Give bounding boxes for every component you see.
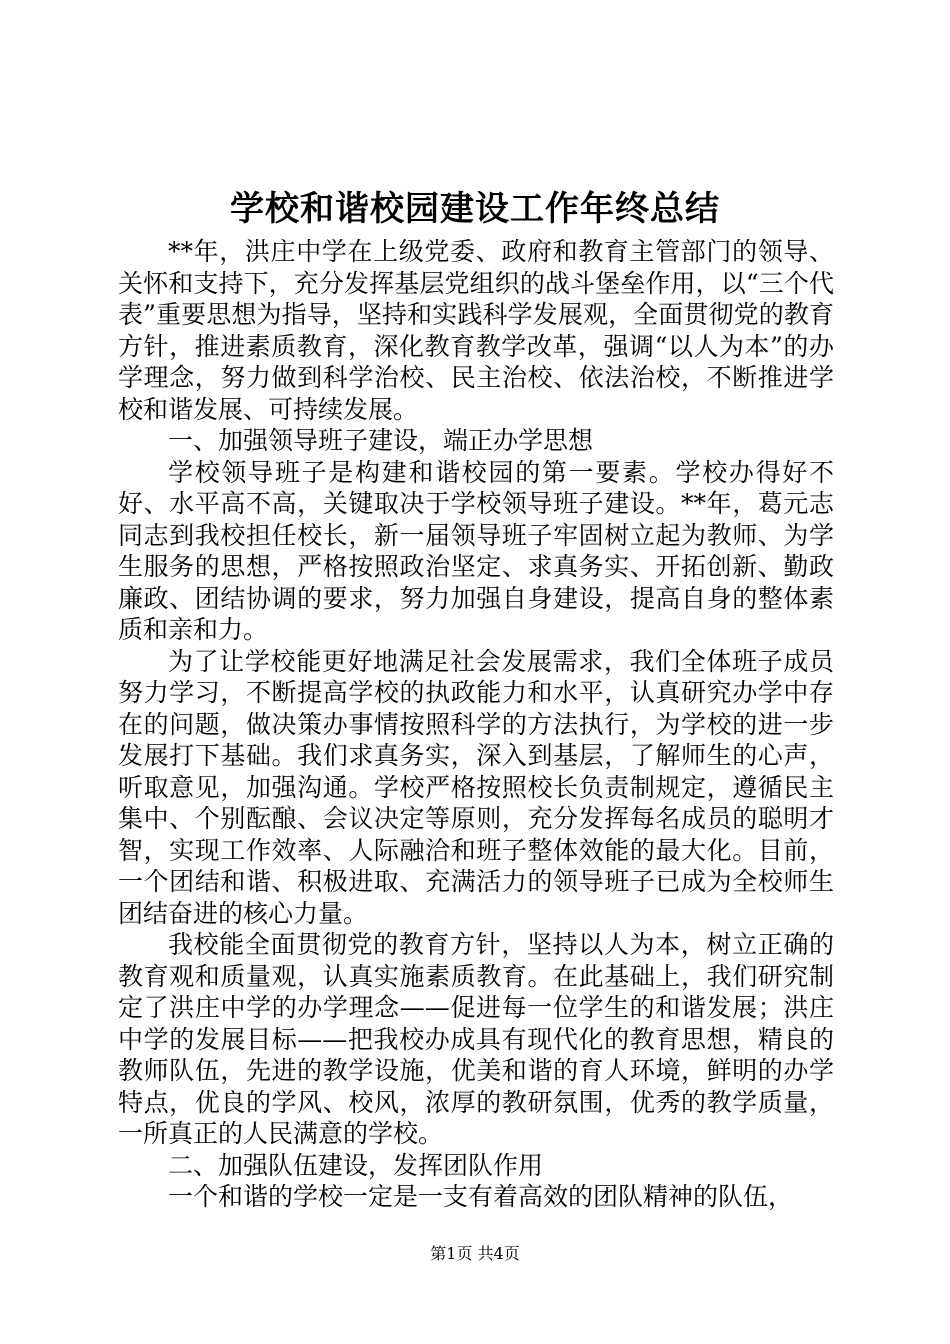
- document-body: [118, 236, 834, 1213]
- paragraph-philosophy: 我校能全面贯彻党的教育方针，坚持以人为本，树立正确的教育观和质量观，认真实施素质教育。在此基础上，我们研究制定了洪庄中学的办学理念——促进每一位学生的和谐发展；洪庄中学的发展目标——把我校办成具有现代化的教育思想，精良的教师队伍，先进的教学设施，优美和谐的育人环境，鲜明的办学特点，优良的学风、校风，浓厚的教研氛围，优秀的教学质量，一所真正的人民满意的学校。: [118, 930, 834, 1148]
- paragraph-team: 一个和谐的学校一定是一支有着高效的团队精神的队伍，: [168, 1182, 794, 1211]
- paragraph-intro: **年，洪庄中学在上级党委、政府和教育主管部门的领导、关怀和支持下，充分发挥基层党组织的战斗堡垒作用，以“三个代表”重要思想为指导，坚持和实践科学发展观，全面贯彻党的教育方针，推进素质教育，深化教育教学改革，强调“以人为本”的办学理念，努力做到科学治校、民主治校、依法治校，不断推进学校和谐发展、可持续发展。: [118, 237, 834, 424]
- document-title: 学校和谐校园建设工作年终总结: [230, 189, 720, 229]
- section-heading-1: 一、加强领导班子建设，端正办学思想: [168, 426, 594, 455]
- page-footer: 第1页 共4页: [430, 1244, 520, 1263]
- paragraph-study: 为了让学校能更好地满足社会发展需求，我们全体班子成员努力学习，不断提高学校的执政能力和水平，认真研究办学中存在的问题，做决策办事情按照科学的方法执行，为学校的进一步发展打下基础。我们求真务实，深入到基层，了解师生的心声，听取意见，加强沟通。学校严格按照校长负责制规定，遵循民主集中、个别酝酿、会议决定等原则，充分发挥每名成员的聪明才智，实现工作效率、人际融洽和班子整体效能的最大化。目前，一个团结和谐、积极进取、充满活力的领导班子已成为全校师生团结奋进的核心力量。: [118, 646, 834, 928]
- section-heading-2: 二、加强队伍建设，发挥团队作用: [168, 1150, 544, 1180]
- paragraph-leadership: 学校领导班子是构建和谐校园的第一要素。学校办得好不好、水平高不高，关键取决于学校领导班子建设。**年，葛元志同志到我校担任校长，新一届领导班子牢固树立起为教师、为学生服务的思想，严格按照政治坚定、求真务实、开拓创新、勤政廉政、团结协调的要求，努力加强自身建设，提高自身的整体素质和亲和力。: [118, 457, 834, 644]
